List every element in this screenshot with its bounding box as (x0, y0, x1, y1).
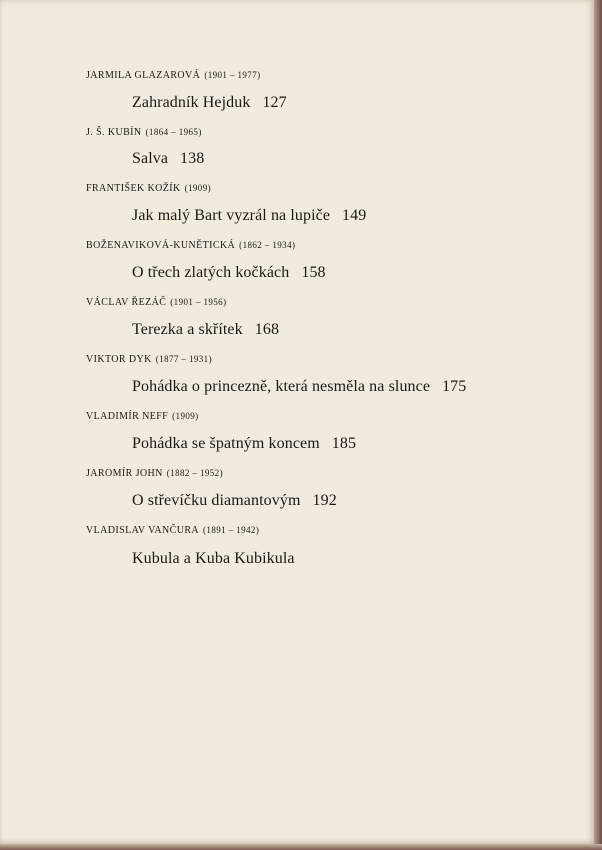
toc-entry (132, 321, 279, 339)
story-title: Pohádka se špatným koncem (132, 435, 320, 452)
author-years: (1909) (172, 411, 199, 421)
author-years: (1909) (184, 183, 212, 193)
toc-entry (132, 378, 466, 396)
author-name: BOŽENAVIKOVÁ-KUNĚTICKÁ (86, 240, 236, 251)
toc-entry (132, 492, 337, 510)
author-name: J. Š. KUBÍN (86, 127, 142, 138)
toc-author (86, 354, 212, 365)
story-title: O střevíčku diamantovým (132, 492, 301, 509)
author-years: (1864 – 1965) (145, 127, 202, 137)
toc-author (86, 127, 202, 138)
author-name: VÁCLAV ŘEZÁČ (86, 297, 167, 308)
toc-entry (132, 207, 366, 225)
page-number: 127 (262, 94, 287, 111)
author-years: (1877 – 1931) (155, 354, 212, 364)
toc-author (86, 411, 199, 422)
author-name: JAROMÍR JOHN (86, 468, 163, 479)
toc-entry (132, 264, 326, 282)
story-title: Kubula a Kuba Kubikula (132, 550, 295, 567)
story-title: Jak malý Bart vyzrál na lupiče (132, 207, 331, 224)
toc-author (86, 525, 259, 536)
author-name: VIKTOR DYK (86, 354, 152, 365)
page-number: 158 (301, 264, 326, 281)
page-edge-right (594, 0, 602, 850)
author-years: (1891 – 1942) (203, 525, 260, 535)
page-number: 149 (342, 207, 367, 224)
toc-entry (132, 94, 287, 112)
story-title: O třech zlatých kočkách (132, 264, 290, 281)
author-years: (1862 – 1934) (239, 240, 296, 250)
author-years: (1882 – 1952) (166, 468, 223, 478)
page-number: 185 (331, 435, 357, 452)
author-years: (1901 – 1977) (204, 70, 261, 80)
story-title: Salva (132, 150, 169, 167)
toc-entry (132, 550, 307, 568)
author-years: (1901 – 1956) (170, 297, 227, 307)
story-title: Zahradník Hejduk (132, 94, 251, 111)
author-name: VLADISLAV VANČURA (86, 525, 200, 536)
page-number: 138 (180, 150, 205, 167)
page-number: 168 (254, 321, 280, 338)
author-name: VLADIMÍR NEFF (86, 411, 169, 422)
page-number: 192 (312, 492, 337, 509)
story-title: Pohádka o princezně, která nesměla na slunce (132, 378, 431, 395)
toc-author (86, 468, 223, 479)
toc-entry (132, 435, 356, 453)
toc-entry (132, 150, 204, 168)
page-edge-bottom (0, 844, 602, 850)
page-number: 175 (442, 378, 467, 395)
author-name: FRANTIŠEK KOŽÍK (86, 183, 181, 194)
toc-author (86, 297, 226, 308)
toc-author (86, 240, 295, 251)
toc-author (86, 183, 211, 194)
toc-author (86, 70, 261, 81)
story-title: Terezka a skřítek (132, 321, 243, 338)
author-name: JARMILA GLAZAROVÁ (86, 70, 201, 81)
